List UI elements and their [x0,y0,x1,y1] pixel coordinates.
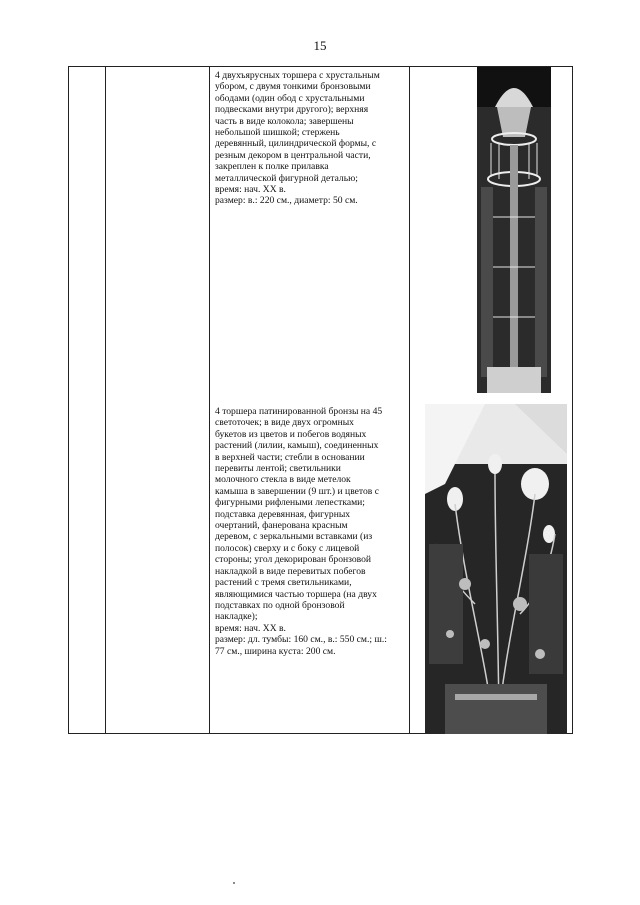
text-line: полосок) сверху и с боку с лицевой [215,542,360,554]
text-line: подвесками внутри другого); верхняя [215,104,369,116]
text-line: стороны; угол декорирован бронзовой [215,554,372,566]
text-line: светоточек; в виде двух огромных [215,417,354,429]
column-divider [409,67,410,733]
text-line: 4 торшера патинированной бронзы на 45 [215,406,383,417]
date-line: время: нач. XX в. [215,184,286,196]
text-line: часть в виде колокола; завершены [215,115,354,127]
text-line: молочного стекла в виде метелок [215,474,351,486]
text-line: убором, с двумя тонкими бронзовыми [215,81,371,93]
text-line: подставка деревянная, фигурных [215,508,351,520]
size-line: размер: в.: 220 см., диаметр: 50 см. [215,195,358,207]
text-line: растений (лилии, камыш), соединенных [215,440,379,452]
photo-image [425,404,567,734]
text-line: накладкой в виде перевитых побегов [215,565,366,577]
size-line: размер: дл. тумбы: 160 см., в.: 550 см.; ш.: [215,634,387,646]
text-line: деревом, с зеркальными вставками (из [215,531,373,543]
page-number: 15 [313,38,327,53]
photo-image [477,67,551,393]
text-line: деревянный, цилиндрической формы, с [215,138,377,150]
text-line: букетов из цветов и побегов водяных [215,428,367,440]
text-line: небольшой шишкой; стержень [215,127,340,139]
floor-lamp-photo [477,67,551,393]
text-line: являющимися частью торшера (на двух [215,588,377,600]
column-divider [209,67,210,733]
text-line: 4 двухъярусных торшера с хрустальным [215,70,380,81]
text-line: камыша в завершении (9 шт.) и цветов с [215,485,379,497]
text-line: в верхней части; стебли в основании [215,451,365,463]
text-line: фигурными рифлеными лепестками; [215,497,365,509]
text-line: закреплен к полке прилавка [215,161,329,173]
text-line: растений с тремя светильниками, [215,577,352,589]
text-line: металлической фигурной деталью; [215,172,358,184]
text-line: накладке); [215,611,258,623]
date-line: время: нач. XX в. [215,622,286,634]
item-description-2 [215,406,405,657]
text-line: очертаний, фанерована красным [215,520,348,532]
column-divider [105,67,106,733]
text-line: подставках по одной бронзовой [215,599,345,611]
item-description-1 [215,70,405,207]
size-line: 77 см., ширина куста: 200 см. [215,645,336,657]
text-line: ободами (один обод с хрустальными [215,92,365,104]
text-line: резным декором в центральной части, [215,149,371,161]
text-line: перевиты лентой; светильники [215,463,341,475]
scan-speck [233,882,235,884]
bronze-torchere-photo [425,404,567,734]
